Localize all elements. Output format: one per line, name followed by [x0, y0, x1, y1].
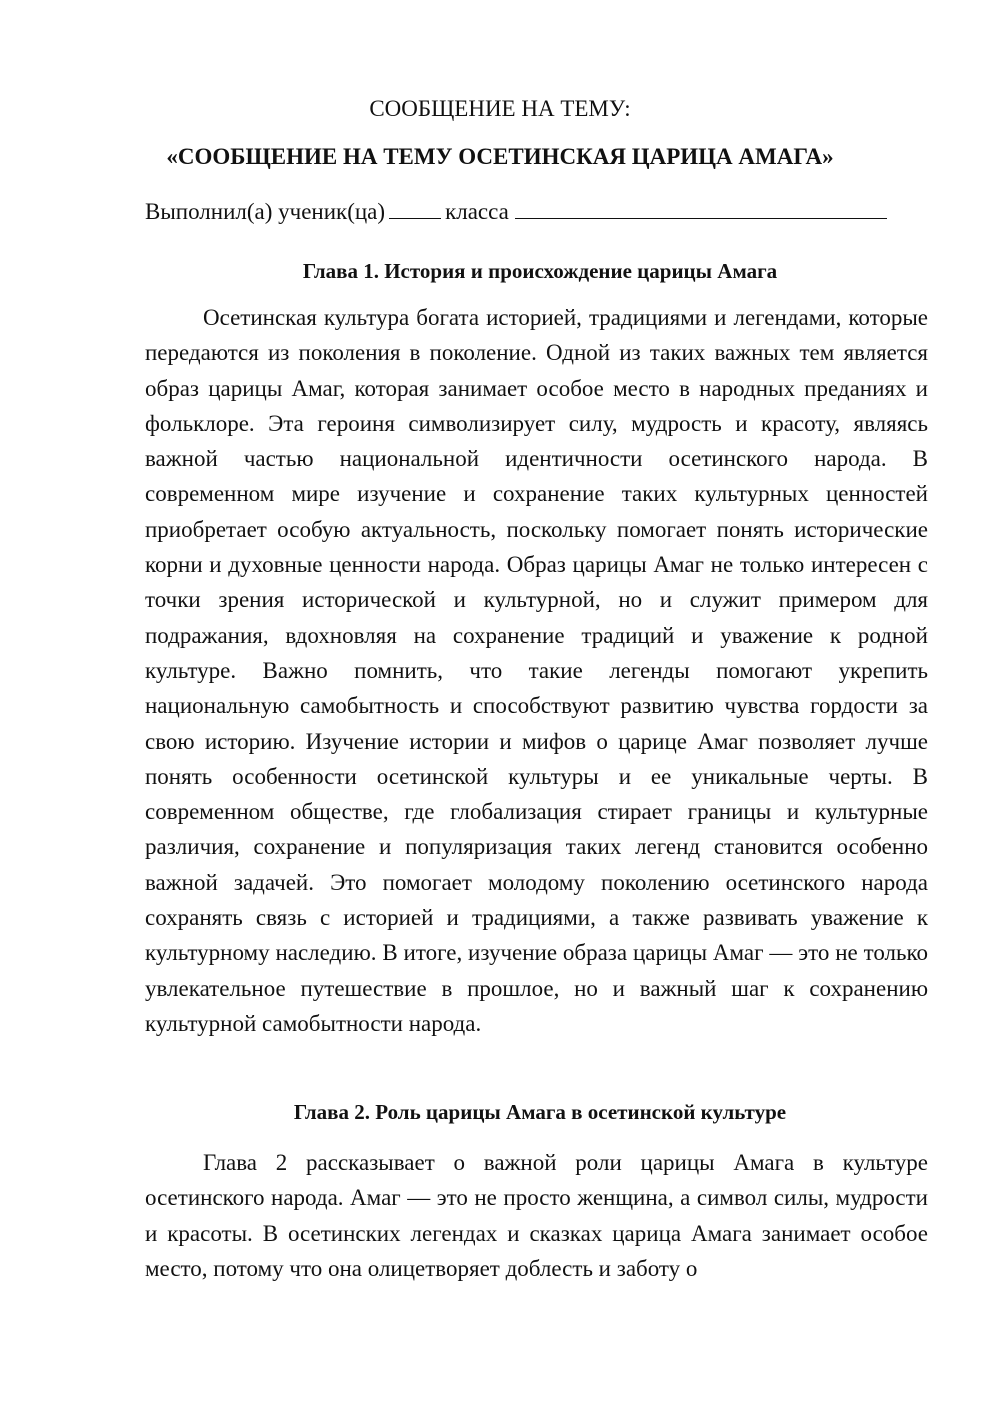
chapter-2-paragraph: Глава 2 рассказывает о важной роли царицы Амага в культуре осетинского народа. Амаг — это не просто женщина, а символ силы, мудрости и красоты. В осетинских легендах и сказках царица Амага занимает особое место, потому что она олицетворяет доблесть и заботу о [145, 1150, 928, 1281]
chapter-1-title: Глава 1. История и происхождение царицы Амага [302, 259, 778, 283]
subject-label: СООБЩЕНИЕ НА ТЕМУ: [369, 96, 631, 121]
author-prefix: Выполнил(а) ученик(ца) [145, 199, 386, 224]
chapter-1-paragraph: Осетинская культура богата историей, традициями и легендами, которые передаются из поколения в поколение. Одной из таких важных тем является образ царицы Амаг, которая занимает особое место в народных преданиях и фольклоре. Эта героиня символизирует силу, мудрость и красоту, являясь важной частью национальной идентичности осетинского народа. В современном мире изучение и сохранение таких культурных ценностей приобретает особую актуальность, поскольку помогает понять исторические корни и духовные ценности народа. Образ царицы Амаг не только интересен с точки зрения исторической и культурной, но и служит примером для подражания, вдохновляя на сохранение традиций и уважение к родной культуре. Важно помнить, что такие легенды помогают укрепить национальную самобытность и способствуют развитию чувства гордости за свою историю. Изучение истории и мифов о царице Амаг позволяет лучше понять особенности осетинской культуры и ее уникальные черты. В современном обществе, где глобализация стирает границы и культурные различия, сохранение и популяризация таких легенд становится особенно важной задачей. Это помогает молодому поколению осетинского народа сохранять связь с историей и традициями, а также развивать уважение к культурному наследию. В итоге, изучение образа царицы Амаг — это не только увлекательное путешествие в прошлое, но и важный шаг к сохранению культурной самобытности народа. [145, 305, 928, 1036]
chapter-2-title: Глава 2. Роль царицы Амага в осетинской культуре [293, 1100, 787, 1124]
author-line [145, 197, 930, 227]
grade-blank [389, 198, 441, 219]
document-title: «СООБЩЕНИЕ НА ТЕМУ ОСЕТИНСКАЯ ЦАРИЦА АМАГА» [166, 144, 834, 169]
name-blank [515, 198, 887, 219]
author-class-label: класса [445, 199, 509, 224]
